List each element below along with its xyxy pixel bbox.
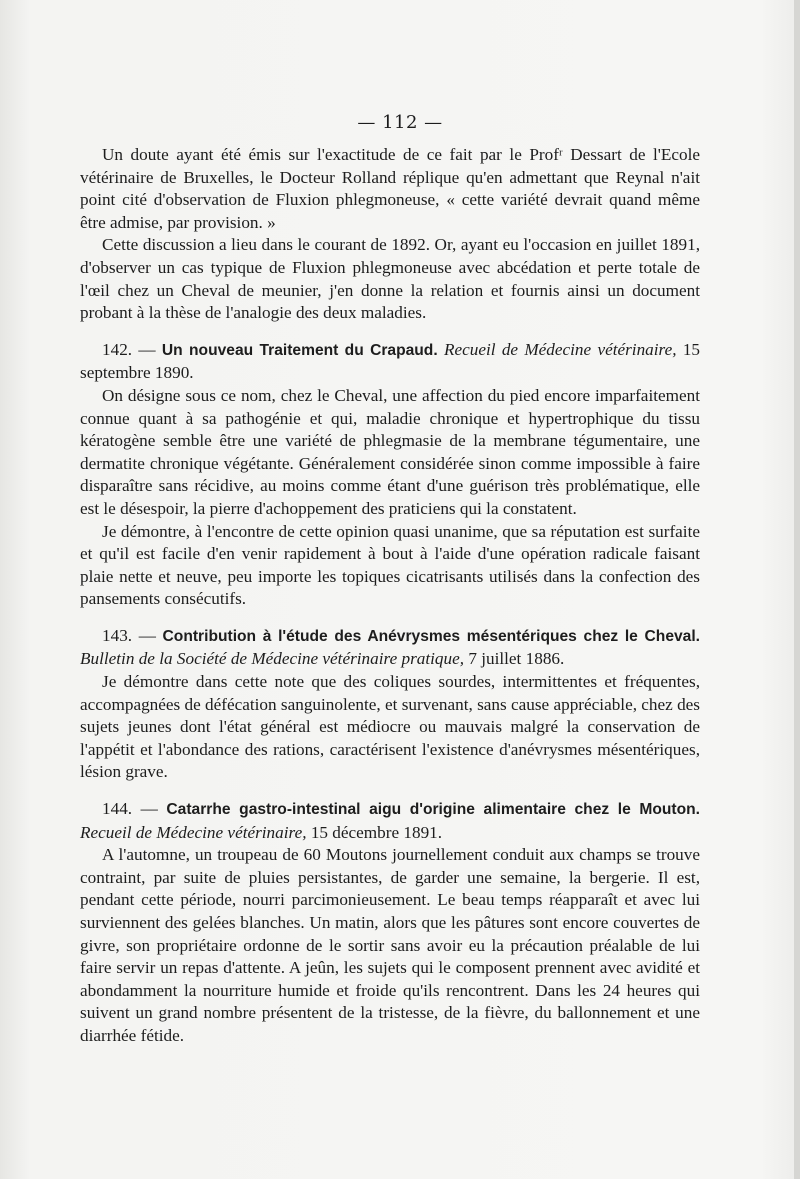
- entry-heading: [80, 625, 700, 671]
- entry-number: 142. —: [102, 339, 156, 359]
- entry-heading: [80, 798, 700, 844]
- entry-source: Recueil de Médecine vétérinaire,: [443, 339, 677, 359]
- body-text: [80, 144, 700, 1048]
- paragraph: Un doute ayant été émis sur l'exactitude de ce fait par le Profʳ Dessart de l'Ecole vétérinaire de Bruxelles, le Docteur Rolland réplique qu'en admettant que Reynal n'ait point cité d'observation de Fluxion phlegmoneuse, « cette variété devrait quand même être admise, par provision. »: [80, 145, 700, 232]
- entry-title: Un nouveau Traitement du Crapaud.: [161, 341, 438, 359]
- entry-source: Recueil de Médecine vétérinaire,: [80, 822, 307, 842]
- paragraph: Je démontre dans cette note que des coliques sourdes, intermittentes et fréquentes, accompagnées de défécation sanguinolente, et survenant, sans cause appréciable, chez des sujets jeunes dont l'état général est médiocre ou mauvais malgré la conservation de l'appétit et l'abondance des rations, caractérisent l'existence d'anévrysmes mésentériques, lésion grave.: [80, 672, 700, 782]
- entry-date: 15 septembre 1890.: [80, 339, 701, 383]
- paragraph: Cette discussion a lieu dans le courant de 1892. Or, ayant eu l'occasion en juillet 1891, d'observer un cas typique de Fluxion phlegmoneuse avec abcédation et perte totale de l'œil chez un Cheval de meunier, j'en donne la relation et fournis ainsi un document probant à la thèse de l'analogie des deux maladies.: [80, 235, 700, 323]
- paragraph: Je démontre, à l'encontre de cette opinion quasi unanime, que sa réputation est surfaite et qu'il est facile d'en venir rapidement à bout à l'aide d'une opération radicale faisant plaie nette et neuve, peu importe les topiques cicatrisants utilisés dans la confection des pansements consécutifs.: [80, 521, 700, 609]
- entry-143: [80, 625, 700, 784]
- paragraph: On désigne sous ce nom, chez le Cheval, une affection du pied encore imparfaitement connue quant à sa pathogénie et qui, maladie chronique et hypertrophique du tissu kératogène semble être une variété de phlegmasie de la membrane tégumentaire, une dermatite chronique végétante. Généralement considérée sinon comme impossible à faire disparaître sans récidive, au moins comme étant d'une guérison très problématique, elle est le désespoir, la pierre d'achoppement des praticiens qui la constatent.: [80, 385, 700, 518]
- entry-title: Contribution à l'étude des Anévrysmes mésentériques chez le Cheval.: [162, 627, 700, 645]
- entry-number: 143. —: [102, 625, 156, 645]
- page-number: — 112 —: [357, 112, 443, 133]
- entry-date: 7 juillet 1886.: [468, 649, 565, 669]
- entry-number: 144. —: [102, 799, 158, 819]
- entry-source: Bulletin de la Société de Médecine vétérinaire pratique,: [80, 649, 465, 669]
- entry-title: Catarrhe gastro-intestinal aigu d'origine alimentaire chez le Mouton.: [166, 801, 701, 819]
- entry-heading: [80, 339, 700, 385]
- entry-142: [80, 339, 700, 611]
- paragraph: A l'automne, un troupeau de 60 Moutons journellement conduit aux champs se trouve contraint, par suite de pluies persistantes, de garder une semaine, la bergerie. Il est, pendant cette période, nourri parcimonieusement. Le beau temps réapparaît et avec lui surviennent des gelées blanches. Un matin, alors que les pâtures sont encore couvertes de givre, son propriétaire ordonne de le sortir sans avoir eu la précaution préalable de lui faire servir un repas d'attente. A jeûn, les sujets qui le composent prennent avec avidité et abondamment la nourriture humide et froide qu'ils rencontrent. Dans les 24 heures qui suivent un grand nombre présentent de la tristesse, de la fièvre, du ballonnement et une diarrhée fétide.: [80, 845, 700, 1045]
- entry-144: [80, 798, 700, 1048]
- page-edge-shadow: [794, 0, 800, 1179]
- entry-date: 15 décembre 1891.: [310, 822, 443, 842]
